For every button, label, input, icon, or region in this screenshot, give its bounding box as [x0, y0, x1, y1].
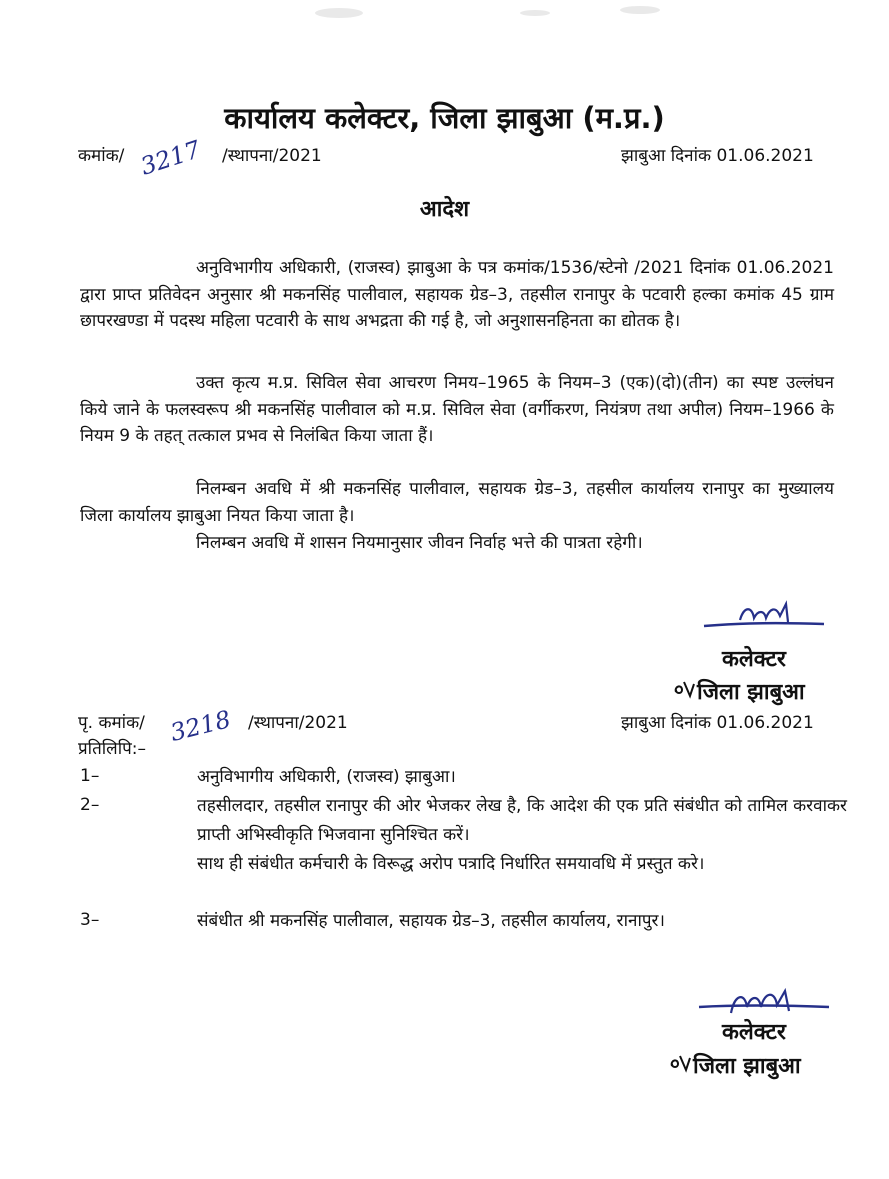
order-ref-suffix: /स्थापना/2021: [222, 146, 322, 166]
initial-mark-icon: [672, 678, 696, 700]
copy-handwritten-number: 3218: [167, 705, 234, 747]
signature-1-district: जिला झाबुआ: [697, 680, 805, 705]
signature-1-designation: कलेक्टर: [722, 647, 786, 672]
copy-ref-suffix: /स्थापना/2021: [248, 713, 348, 733]
copy-item-1-number: 1–: [80, 766, 100, 786]
copy-item-2-number: 2–: [80, 795, 100, 815]
scan-smudge: [520, 10, 550, 16]
copy-item-3-text: संबंधीत श्री मकनसिंह पालीवाल, सहायक ग्रेड–3, तहसील कार्यालय, रानापुर।: [197, 911, 665, 931]
copy-item-1-text: अनुविभागीय अधिकारी, (राजस्व) झाबुआ।: [197, 767, 456, 787]
order-handwritten-number: 3217: [137, 135, 204, 181]
initial-mark-icon: [668, 1052, 692, 1074]
paragraph-2: [80, 370, 834, 450]
copy-item-3-number: 3–: [80, 910, 100, 930]
copy-ref-prefix: पृ. कमांक/: [78, 713, 145, 733]
paragraph-2-text: उक्त कृत्य म.प्र. सिविल सेवा आचरण निमय–1965 के नियम–3 (एक)(दो)(तीन) का स्पष्ट उल्लंघन किये जाने के फलस्वरूप श्री मकनसिंह पालीवाल को म.प्र. सिविल सेवा (वर्गीकरण, नियंत्रण तथा अपील) नियम–1966 के नियम 9 के तहत् तत्काल प्रभव से निलंबित किया जाता हैं।: [80, 373, 834, 446]
office-title: कार्यालय कलेक्टर, जिला झाबुआ (म.प्र.): [224, 101, 665, 135]
copy-item-2-text-a: तहसीलदार, तहसील रानापुर की ओर भेजकर लेख है, कि आदेश की एक प्रति संबंधीत को तामिल करवाकर प्राप्ती अभिस्वीकृति भिजवाना सुनिश्चित करें।: [197, 796, 847, 845]
copy-date: झाबुआ दिनांक 01.06.2021: [621, 713, 814, 733]
copy-label: प्रतिलिपि:–: [78, 739, 146, 759]
paragraph-3-text: निलम्बन अवधि में श्री मकनसिंह पालीवाल, सहायक ग्रेड–3, तहसील कार्यालय रानापुर का मुख्यालय जिला कार्यालय झाबुआ नियत किया जाता है।: [80, 479, 834, 526]
paragraph-4-text: निलम्बन अवधि में शासन नियमानुसार जीवन निर्वाह भत्ते की पात्रता रहेगी।: [196, 533, 643, 553]
signature-2-designation: कलेक्टर: [722, 1020, 786, 1045]
copy-item-2-text-b: साथ ही संबंधीत कर्मचारी के विरूद्ध अरोप पत्रादि निर्धारित समयावधि में प्रस्तुत करे।: [197, 854, 705, 874]
order-ref-prefix: कमांक/: [78, 146, 125, 166]
scan-smudge: [315, 8, 363, 18]
scan-smudge: [620, 6, 660, 14]
signature-mark-1: [700, 600, 830, 640]
paragraph-4: [80, 530, 834, 557]
order-date: झाबुआ दिनांक 01.06.2021: [621, 146, 814, 166]
paragraph-1: [80, 255, 834, 335]
paragraph-1-text: अनुविभागीय अधिकारी, (राजस्व) झाबुआ के पत्र कमांक/1536/स्टेनो /2021 दिनांक 01.06.2021 द्वारा प्राप्त प्रतिवेदन अनुसार श्री मकनसिंह पालीवाल, सहायक ग्रेड–3, तहसील रानापुर के पटवारी हल्का कमांक 45 ग्राम छापरखण्डा में पदस्थ महिला पटवारी के साथ अभद्रता की गई है, जो अनुशासनहिनता का द्योतक है।: [80, 258, 834, 331]
paragraph-3: [80, 476, 834, 529]
signature-2-district: जिला झाबुआ: [693, 1054, 801, 1079]
order-heading: आदेश: [419, 197, 470, 222]
